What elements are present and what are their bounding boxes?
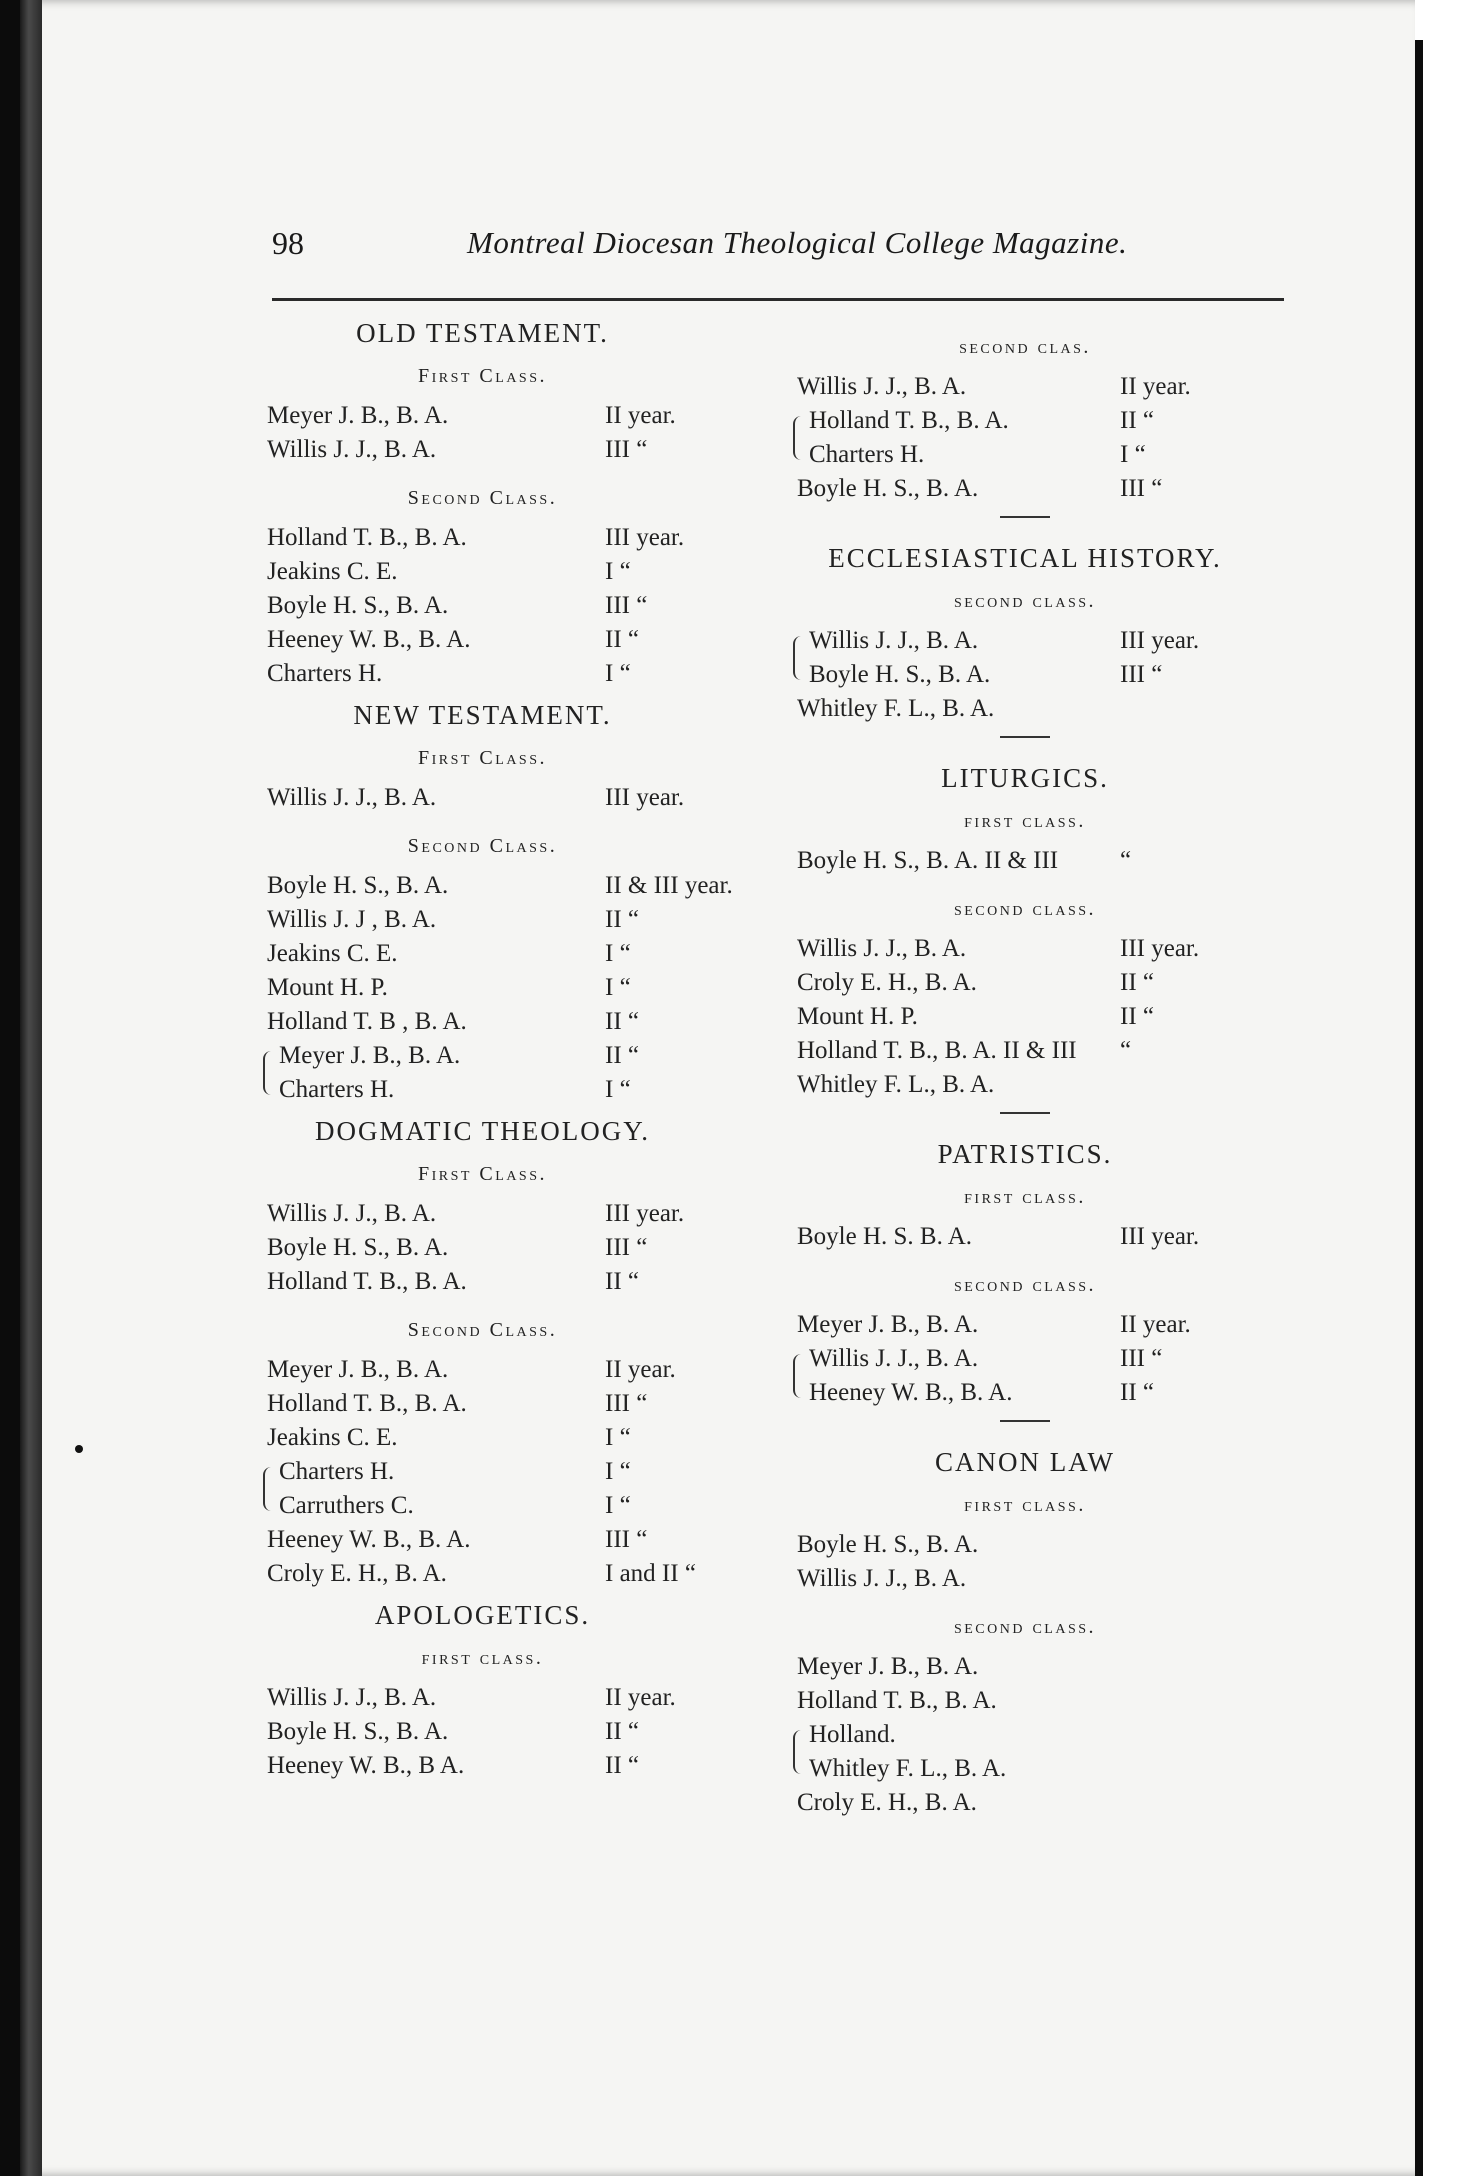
student-name: Charters H. [279, 1458, 395, 1485]
student-year: I “ [605, 974, 631, 1001]
list-item [245, 1265, 720, 1299]
list-item [245, 555, 720, 589]
student-year: III “ [605, 1390, 648, 1417]
student-name: Holland T. B., B. A. [809, 407, 1009, 434]
section-title: ECCLESIASTICAL HISTORY. [828, 543, 1222, 573]
student-name: Croly E. H., B. A. [797, 969, 977, 996]
section-title: NEW TESTAMENT. [353, 700, 612, 730]
list-item [245, 1455, 720, 1489]
section-divider [1000, 1420, 1050, 1422]
list-item [775, 1342, 1275, 1376]
student-name: Croly E. H., B. A. [797, 1789, 977, 1816]
student-name: Heeney W. B., B. A. [809, 1379, 1013, 1406]
left-column [245, 315, 733, 1783]
student-year: I “ [605, 1076, 631, 1103]
brace-mark [793, 1376, 804, 1398]
list-item [245, 1557, 720, 1591]
student-name: Mount H. P. [797, 1003, 918, 1030]
student-name: Meyer J. B., B. A. [267, 1356, 449, 1383]
section [245, 315, 720, 691]
section [245, 697, 733, 1107]
student-name: Whitley F. L., B. A. [797, 695, 995, 722]
student-name: Meyer J. B., B. A. [279, 1042, 461, 1069]
section [775, 540, 1275, 726]
list-item [775, 1000, 1275, 1034]
class-heading: First Class. [417, 1163, 548, 1185]
student-year: II “ [605, 906, 639, 933]
class-heading: first class. [964, 810, 1086, 832]
list-item [245, 781, 720, 815]
student-name: Willis J. J., B. A. [267, 784, 437, 811]
student-year: III year. [1120, 1223, 1200, 1250]
student-year: II “ [1120, 1003, 1154, 1030]
list-item [775, 1528, 1275, 1562]
student-name: Meyer J. B., B. A. [797, 1653, 979, 1680]
student-name: Meyer J. B., B. A. [797, 1311, 979, 1338]
student-name: Willis J. J., B. A. [797, 373, 967, 400]
list-item [245, 521, 720, 555]
student-name: Whitley F. L., B. A. [797, 1071, 995, 1098]
student-name: Holland T. B., B. A. [797, 1687, 997, 1714]
section-divider [1000, 736, 1050, 738]
right-column [775, 330, 1275, 1820]
section-title: CANON LAW [934, 1447, 1116, 1477]
student-name: Holland T. B., B. A. II & III [797, 1037, 1077, 1064]
section-title: DOGMATIC THEOLOGY. [314, 1116, 650, 1146]
class-heading: second clas. [959, 336, 1091, 358]
brace-mark [263, 1467, 274, 1489]
student-name: Meyer J. B., B. A. [267, 402, 449, 429]
list-item [245, 1421, 720, 1455]
class-heading: second class. [953, 898, 1097, 920]
list-item [775, 1650, 1275, 1684]
student-name: Jeakins C. E. [267, 940, 398, 967]
student-name: Willis J. J., B. A. [267, 1200, 437, 1227]
student-year: I and II “ [605, 1560, 696, 1587]
section [775, 330, 1275, 506]
list-item [245, 937, 720, 971]
student-name: Willis J. J., B. A. [267, 436, 437, 463]
student-name: Holland T. B., B. A. [267, 1390, 467, 1417]
student-year: II “ [1120, 407, 1154, 434]
brace-mark [793, 1752, 804, 1774]
student-year: II “ [605, 1008, 639, 1035]
list-item [775, 1068, 1275, 1102]
brace-mark [263, 1073, 274, 1095]
student-year: III “ [1120, 475, 1163, 502]
list-item [245, 971, 720, 1005]
student-name: Willis J. J., B. A. [809, 1345, 979, 1372]
student-name: Boyle H. S., B. A. [797, 475, 979, 502]
list-item [245, 1039, 720, 1073]
list-item [245, 1073, 720, 1107]
student-name: Croly E. H., B. A. [267, 1560, 447, 1587]
class-heading: First Class. [417, 747, 548, 769]
student-year: II “ [1120, 1379, 1154, 1406]
section-title: LITURGICS. [941, 763, 1109, 793]
list-item [775, 1718, 1275, 1752]
student-name: Holland T. B , B. A. [267, 1008, 467, 1035]
adjacent-page-edge [1415, 0, 1480, 2176]
brace-mark [263, 1051, 274, 1073]
student-name: Holland T. B., B. A. [267, 1268, 467, 1295]
class-heading: second class. [953, 1616, 1097, 1638]
student-name: Willis J. J , B. A. [267, 906, 437, 933]
student-year: II “ [605, 1042, 639, 1069]
list-item [775, 844, 1275, 878]
student-name: Willis J. J., B. A. [797, 1565, 967, 1592]
student-name: Willis J. J., B. A. [267, 1684, 437, 1711]
brace-mark [793, 1354, 804, 1376]
list-item [245, 1231, 720, 1265]
student-year: I “ [1120, 441, 1146, 468]
student-year: I “ [605, 1492, 631, 1519]
list-item [245, 1353, 720, 1387]
list-item [775, 438, 1275, 472]
student-name: Boyle H. S., B. A. [267, 1718, 449, 1745]
list-item [245, 1749, 720, 1783]
brace-mark [793, 416, 804, 438]
class-heading: Second Class. [407, 835, 558, 857]
brace-mark [793, 438, 804, 460]
student-name: Charters H. [267, 660, 383, 687]
student-name: Heeney W. B., B A. [267, 1752, 465, 1779]
student-name: Holland T. B., B. A. [267, 524, 467, 551]
student-name: Willis J. J., B. A. [809, 627, 979, 654]
student-year: II “ [605, 1752, 639, 1779]
student-name: Boyle H. S., B. A. [809, 661, 991, 688]
student-name: Mount H. P. [267, 974, 388, 1001]
class-heading: first class. [421, 1647, 544, 1669]
class-heading: second class. [953, 1274, 1097, 1296]
student-name: Whitley F. L., B. A. [809, 1755, 1007, 1782]
list-item [775, 370, 1275, 404]
list-item [245, 1715, 720, 1749]
list-item [775, 932, 1275, 966]
student-name: Boyle H. S., B. A. [797, 1531, 979, 1558]
section [775, 1444, 1275, 1820]
list-item [775, 1034, 1275, 1068]
brace-mark [263, 1489, 274, 1511]
running-title: Montreal Diocesan Theological College Magazine. [467, 225, 1128, 260]
student-year: “ [1120, 847, 1132, 874]
list-item [245, 399, 720, 433]
list-item [775, 472, 1275, 506]
list-item [245, 1005, 720, 1039]
list-item [775, 1786, 1275, 1820]
student-year: III year. [605, 1200, 685, 1227]
list-item [245, 657, 720, 691]
student-year: II “ [605, 1268, 639, 1295]
student-year: III “ [1120, 661, 1163, 688]
brace-mark [793, 1730, 804, 1752]
student-name: Boyle H. S., B. A. [267, 872, 449, 899]
student-year: III year. [1120, 935, 1200, 962]
student-name: Charters H. [279, 1076, 395, 1103]
section-title: PATRISTICS. [937, 1139, 1113, 1169]
page-number: 98 [272, 225, 304, 261]
student-year: II year. [605, 402, 676, 429]
student-year: I “ [605, 1458, 631, 1485]
list-item [245, 589, 720, 623]
list-item [245, 1681, 720, 1715]
section-divider [1000, 516, 1050, 518]
brace-mark [793, 658, 804, 680]
class-heading: second class. [953, 590, 1097, 612]
class-heading: First Class. [417, 365, 548, 387]
student-year: II “ [1120, 969, 1154, 996]
section [775, 760, 1275, 1102]
student-year: I “ [605, 1424, 631, 1451]
list-item [245, 1387, 720, 1421]
student-name: Boyle H. S. B. A. [797, 1223, 973, 1250]
list-item [775, 658, 1275, 692]
list-item [775, 966, 1275, 1000]
student-name: Boyle H. S., B. A. [267, 592, 449, 619]
brace-mark [793, 636, 804, 658]
student-name: Boyle H. S., B. A. II & III [797, 847, 1059, 874]
list-item [775, 1752, 1275, 1786]
student-year: I “ [605, 558, 631, 585]
class-heading: Second Class. [407, 1319, 558, 1341]
class-heading: Second Class. [407, 487, 558, 509]
student-name: Jeakins C. E. [267, 558, 398, 585]
student-year: III “ [605, 436, 648, 463]
list-item [775, 1308, 1275, 1342]
student-year: I “ [605, 940, 631, 967]
student-year: II year. [605, 1684, 676, 1711]
student-name: Jeakins C. E. [267, 1424, 398, 1451]
list-item [775, 624, 1275, 658]
student-year: III “ [605, 592, 648, 619]
student-name: Charters H. [809, 441, 925, 468]
section-divider [1000, 1112, 1050, 1114]
student-year: II year. [1120, 373, 1191, 400]
ink-spot [75, 1445, 83, 1453]
student-name: Carruthers C. [279, 1492, 414, 1519]
list-item [245, 623, 720, 657]
student-year: II year. [605, 1356, 676, 1383]
student-year: II “ [605, 1718, 639, 1745]
student-year: III year. [1120, 627, 1200, 654]
student-year: I “ [605, 660, 631, 687]
list-item [775, 404, 1275, 438]
list-item [245, 869, 733, 903]
list-item [775, 1562, 1275, 1596]
list-item [775, 1376, 1275, 1410]
student-year: III year. [605, 784, 685, 811]
list-item [775, 692, 1275, 726]
list-item [245, 903, 720, 937]
student-name: Heeney W. B., B. A. [267, 1526, 471, 1553]
section-title: OLD TESTAMENT. [356, 318, 609, 348]
list-item [245, 1197, 720, 1231]
section [775, 1136, 1275, 1410]
student-year: III “ [605, 1526, 648, 1553]
header-rule [272, 298, 1284, 301]
student-name: Boyle H. S., B. A. [267, 1234, 449, 1261]
student-name: Willis J. J., B. A. [797, 935, 967, 962]
section-title: APOLOGETICS. [374, 1600, 591, 1630]
list-item [245, 433, 720, 467]
student-year: II year. [1120, 1311, 1191, 1338]
list-item [775, 1220, 1275, 1254]
student-year: III year. [605, 524, 685, 551]
class-heading: first class. [964, 1186, 1086, 1208]
student-year: II & III year. [605, 872, 733, 899]
student-year: III “ [605, 1234, 648, 1261]
section [245, 1113, 720, 1591]
student-year: III “ [1120, 1345, 1163, 1372]
section [245, 1597, 720, 1783]
class-heading: first class. [964, 1494, 1086, 1516]
student-year: “ [1120, 1037, 1132, 1064]
student-year: II “ [605, 626, 639, 653]
page-header [272, 225, 1282, 270]
student-name: Holland. [809, 1721, 896, 1748]
list-item [775, 1684, 1275, 1718]
list-item [245, 1489, 720, 1523]
page-binding-edge [20, 0, 42, 2176]
student-name: Heeney W. B., B. A. [267, 626, 471, 653]
list-item [245, 1523, 720, 1557]
